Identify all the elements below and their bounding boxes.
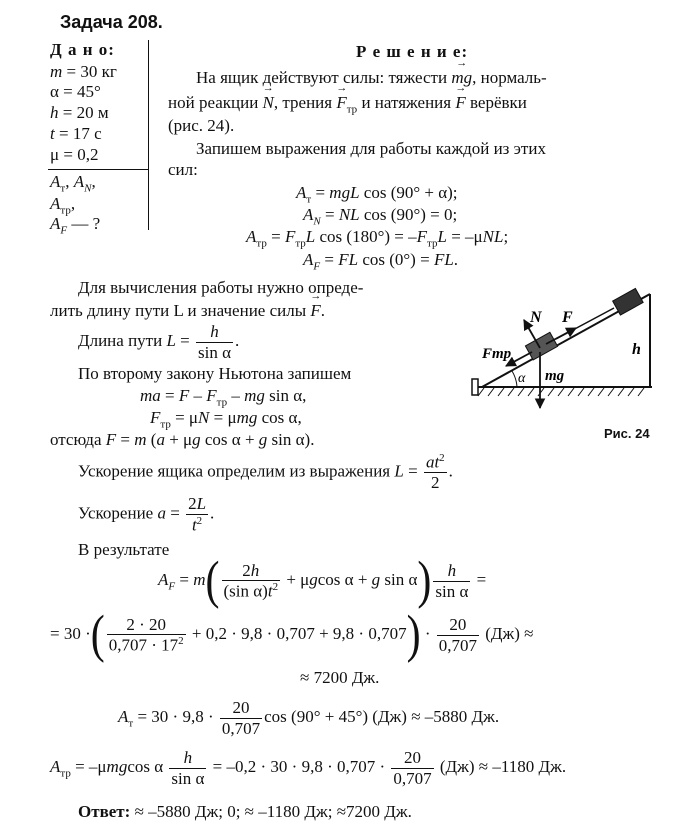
forces-line-1: На ящик действуют силы: тяжести → mg, нормаль- — [196, 68, 547, 88]
figure-caption: Рис. 24 — [604, 426, 650, 441]
work-line-2: сил: — [168, 160, 198, 179]
at-calc: $A_т = 30 \cdot 9,8$ · $\frac{20}{0,707}$ cos (90° + 45°) (Дж) ≈ –5880 Дж. — [118, 698, 500, 738]
find-1: $A_т$, $A_N$, — [50, 172, 96, 195]
label-n: N — [530, 309, 542, 326]
find-2: $A_{тр}$, — [50, 194, 76, 217]
eq-f: отсюда F = m (a + μg cos α + g sin α). — [50, 430, 315, 449]
len-line-1: Для вычисления работы нужно опреде- — [78, 278, 364, 297]
given-t: t = 17 с — [50, 124, 102, 143]
eq-atr: $A_{тр} = F_{тр}L$ $\cos (180^\circ) = -F_{тр}L = -\mu NL$; — [246, 227, 509, 250]
frac-h-over-sin: $\frac{h}{\text{sin α}}$ — [198, 322, 232, 362]
given-divider — [48, 169, 148, 170]
eq-ma: ma = F – $F_{тр}$ – mg sin α, — [140, 386, 307, 409]
find-3: $A_F$ — ? — [50, 214, 101, 237]
af-numeric: = 30 ·( $\frac{2 \cdot 20}{0,707 \cdot 17^2}$ + 0,2 · 9,8 · 0,707 + 9,8 · 0,707) · $\frac{20}{0,707}$ (Дж) ≈ — [50, 606, 534, 664]
given-alpha: α = 45° — [50, 82, 101, 101]
forces-line-3: (рис. 24). — [168, 116, 235, 135]
result-label: В результате — [78, 540, 170, 559]
accel-line-2: Ускорение a = $\frac{2L}{t^2}$ . — [78, 494, 215, 535]
label-alpha: α — [518, 371, 526, 386]
newton-line: По второму закону Ньютона запишем — [78, 364, 352, 383]
len-line-2: лить длину пути L и значение силы → F. — [50, 301, 325, 321]
atr-calc: $A_{тр} = -\mu mgcos$ α $\frac{h}{\text{sin α}}$ = –0,2 · 30 · 9,8 · 0,707 · $\frac{20}{0,707}$ (Дж) ≈ –1180 Дж. — [50, 748, 567, 788]
given-h: h = 20 м — [50, 103, 109, 122]
accel-line-1: Ускорение ящика определим из выражения L = $\frac{at^2}{2}$ . — [78, 452, 453, 493]
eq-af: $A_F$ = FL cos (0°) = FL. — [303, 250, 459, 273]
af-result: ≈ 7200 Дж. — [300, 668, 380, 687]
figure-inclined-plane — [462, 282, 662, 412]
eq-ftr: $F_{тр} = \mu N = \mu mg$ cos α, — [150, 408, 302, 431]
label-ftr: Fтр — [482, 346, 512, 362]
given-m: m = 30 кг — [50, 62, 117, 81]
solution-heading: Р е ш е н и е: — [356, 42, 469, 61]
answer: Ответ: ≈ –5880 Дж; 0; ≈ –1180 Дж; ≈7200 Дж. — [78, 802, 412, 821]
given-heading: Д а н о: — [50, 40, 115, 59]
label-f: F — [562, 309, 573, 326]
path-length-line: Длина пути L = $\frac{h}{\text{sin α}}$ . — [78, 322, 240, 362]
problem-title: Задача 208. — [60, 12, 163, 32]
eq-an: $A_N$ = NL cos (90°) = 0; — [303, 205, 458, 228]
eq-at: $A_т$ = mgL cos (90° + α); — [296, 183, 458, 206]
forces-line-2: ной реакции → N, трения → $F_{тр}$ и натяжения → F верёвки — [168, 93, 527, 115]
given-vertical-divider — [148, 40, 149, 230]
given-mu: μ = 0,2 — [50, 145, 99, 164]
work-line-1: Запишем выражения для работы каждой из этих — [196, 139, 546, 158]
af-formula: $A_F = m$( $\frac{2h}{(\sin \alpha)t^2}$ + μgcos α + g sin α) $\frac{h}{\text{sin α}}$ = — [158, 552, 487, 610]
moving-box — [525, 332, 557, 360]
wall-block — [472, 379, 478, 395]
label-h: h — [632, 341, 641, 358]
label-mg: mg — [545, 368, 565, 384]
